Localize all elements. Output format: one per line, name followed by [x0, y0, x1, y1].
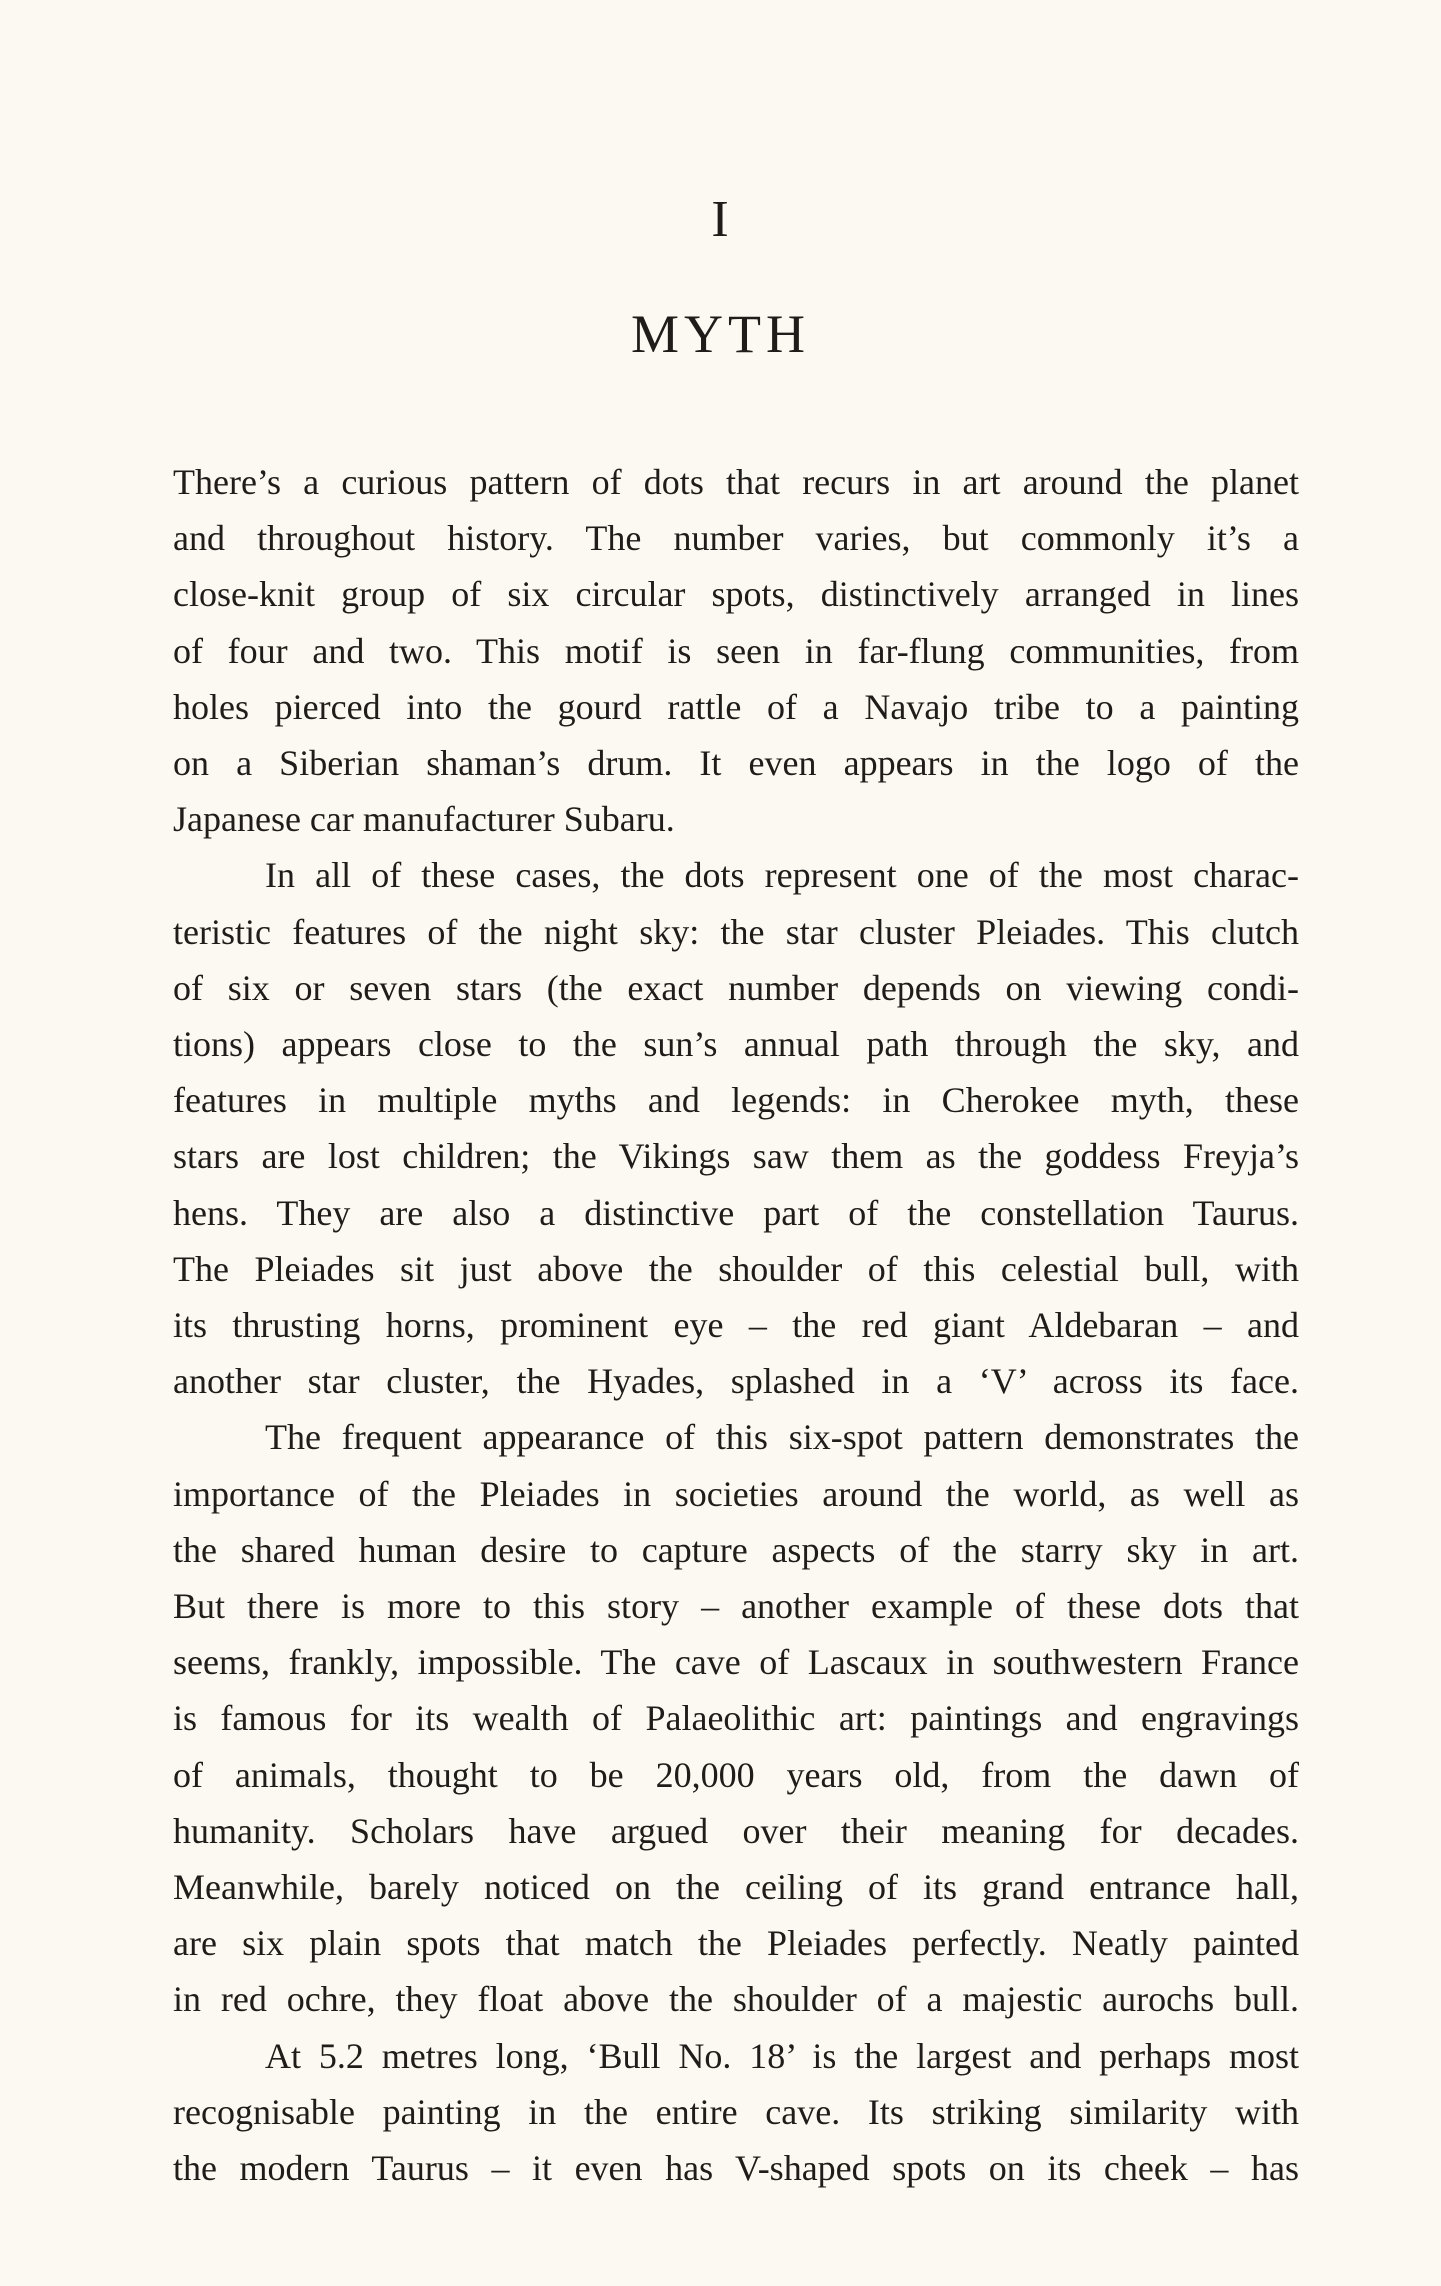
text-line: teristic features of the night sky: the star cluster Pleiades. This clutch: [173, 911, 1299, 952]
text-line: the shared human desire to capture aspects of the starry sky in art.: [173, 1529, 1299, 1570]
text-line: At 5.2 metres long, ‘Bull No. 18’ is the largest and perhaps most: [265, 2035, 1299, 2076]
text-line: recognisable painting in the entire cave. Its striking similarity with: [173, 2091, 1299, 2132]
text-line: humanity. Scholars have argued over their meaning for decades.: [173, 1810, 1299, 1851]
text-line: on a Siberian shaman’s drum. It even appears in the logo of the: [173, 743, 1299, 784]
paragraph: [173, 847, 1299, 1409]
text-line: the modern Taurus – it even has V-shaped spots on its cheek – has: [173, 2148, 1299, 2189]
text-line: seems, frankly, impossible. The cave of Lascaux in southwestern France: [173, 1642, 1299, 1683]
text-line: features in multiple myths and legends: in Cherokee myth, these: [173, 1080, 1299, 1121]
paragraph: [173, 2028, 1299, 2197]
text-line: of animals, thought to be 20,000 years old, from the dawn of: [173, 1754, 1299, 1795]
text-line: is famous for its wealth of Palaeolithic art: paintings and engravings: [173, 1698, 1299, 1739]
chapter-title: MYTH: [631, 304, 810, 364]
text-line: The frequent appearance of this six-spot pattern demonstrates the: [265, 1417, 1299, 1458]
chapter-body: [173, 454, 1299, 2196]
text-line: in red ochre, they float above the shoulder of a majestic aurochs bull.: [173, 1979, 1299, 2020]
text-line: hens. They are also a distinctive part of the constellation Taurus.: [173, 1192, 1299, 1233]
text-line: The Pleiades sit just above the shoulder of this celestial bull, with: [173, 1248, 1299, 1289]
paragraph: [173, 454, 1299, 847]
text-line: Meanwhile, barely noticed on the ceiling of its grand entrance hall,: [173, 1867, 1299, 1908]
text-line: close-knit group of six circular spots, distinctively arranged in lines: [173, 574, 1299, 615]
text-line: its thrusting horns, prominent eye – the red giant Aldebaran – and: [173, 1305, 1299, 1346]
paragraph: [173, 1409, 1299, 2027]
text-line: There’s a curious pattern of dots that recurs in art around the planet: [173, 462, 1299, 502]
text-line: of four and two. This motif is seen in far-flung communities, from: [173, 630, 1299, 671]
text-line: But there is more to this story – another example of these dots that: [173, 1586, 1299, 1627]
text-line: tions) appears close to the sun’s annual path through the sky, and: [173, 1024, 1299, 1065]
chapter-number: I: [711, 191, 730, 248]
text-line: holes pierced into the gourd rattle of a Navajo tribe to a painting: [173, 686, 1299, 727]
text-line: and throughout history. The number varies, but commonly it’s a: [173, 518, 1299, 559]
text-line: stars are lost children; the Vikings saw them as the goddess Freyja’s: [173, 1136, 1299, 1177]
text-line: In all of these cases, the dots represent one of the most charac-: [265, 855, 1299, 896]
text-line: are six plain spots that match the Pleiades perfectly. Neatly painted: [173, 1923, 1299, 1964]
text-line: Japanese car manufacturer Subaru.: [173, 799, 675, 840]
text-line: of six or seven stars (the exact number depends on viewing condi-: [173, 967, 1299, 1008]
text-line: another star cluster, the Hyades, splashed in a ‘V’ across its face.: [173, 1361, 1299, 1402]
text-line: importance of the Pleiades in societies around the world, as well as: [173, 1473, 1299, 1514]
